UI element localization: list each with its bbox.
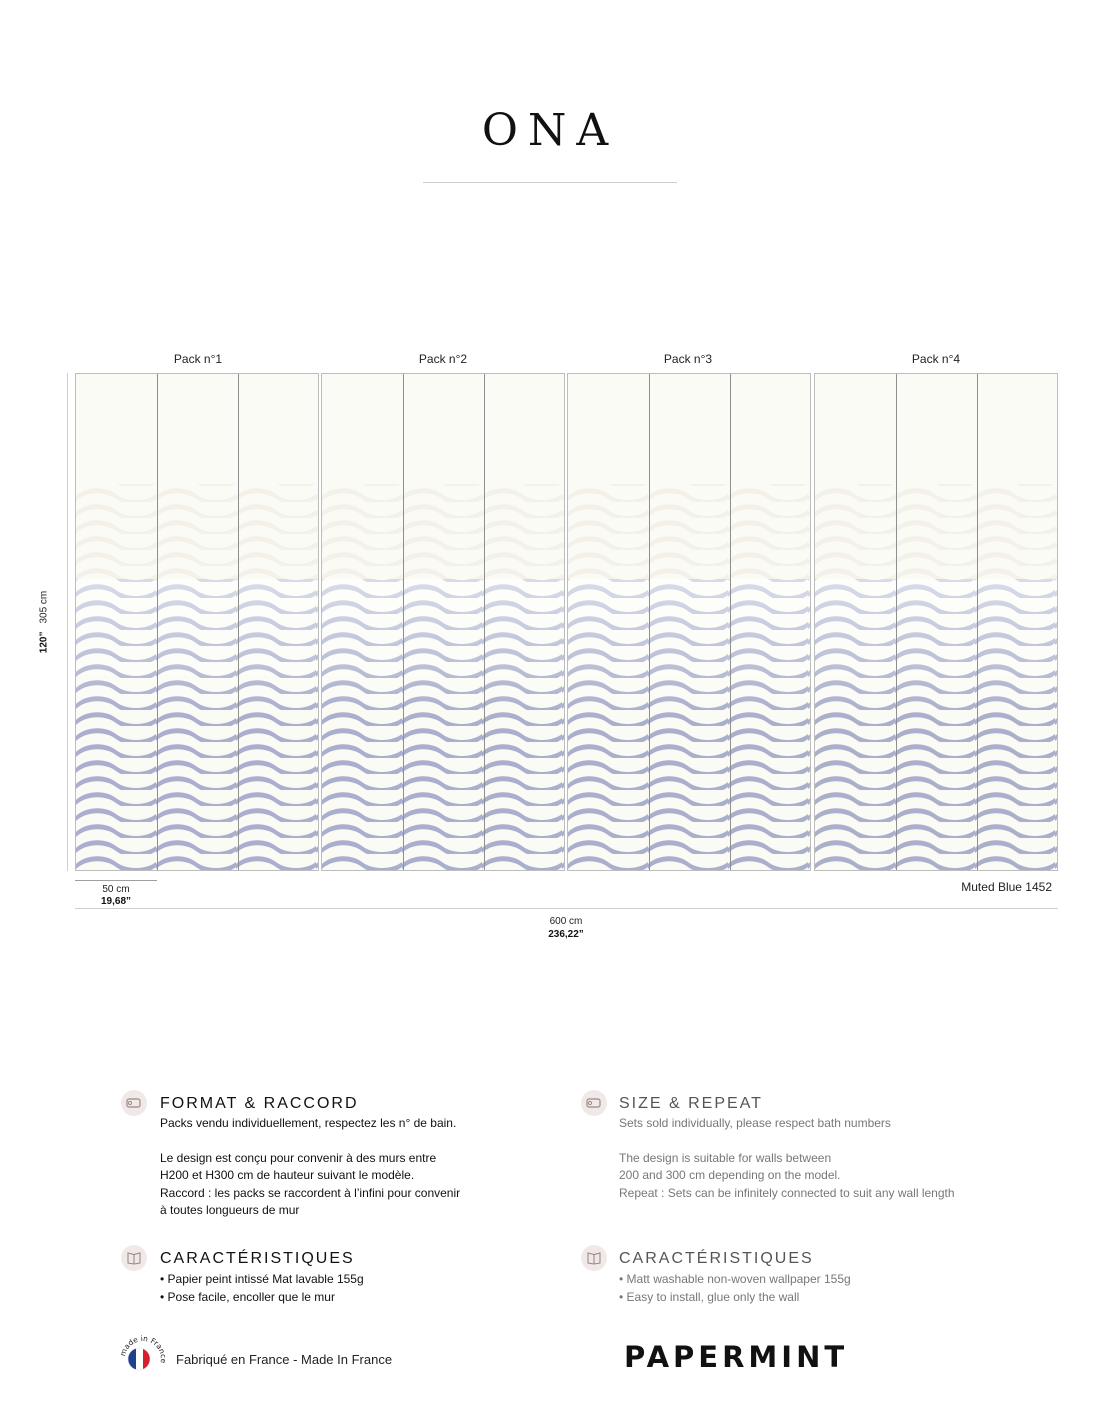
features-title-en: CARACTÉRISTIQUES (619, 1250, 814, 1267)
made-in-france-badge (118, 1334, 168, 1384)
total-width-line (75, 908, 1058, 909)
book-icon (121, 1245, 147, 1271)
wave-pattern (322, 374, 565, 871)
strip-width-inches: 19,68” (100, 896, 132, 907)
strip-width-cm: 50 cm (102, 884, 130, 895)
pack-panel-4 (814, 373, 1058, 871)
total-width-inches: 236,22” (548, 929, 584, 940)
feature-line: • Pose facile, encoller que le mur (160, 1289, 335, 1304)
features-body-fr (160, 1271, 364, 1306)
made-in-france-text: Fabriqué en France - Made In France (176, 1352, 393, 1367)
pack-label-3: Pack n°3 (663, 352, 713, 366)
wave-pattern (568, 374, 811, 871)
strip-divider (403, 374, 404, 870)
format-line: 200 and 300 cm depending on the model. (619, 1168, 841, 1182)
page-title: ONA (481, 105, 619, 156)
feature-line: • Papier peint intissé Mat lavable 155g (160, 1272, 364, 1286)
strip-divider (977, 374, 978, 870)
feature-line: • Easy to install, glue only the wall (619, 1289, 800, 1304)
mural-preview (75, 373, 1058, 871)
strip-divider (238, 374, 239, 870)
badge-text: made in France (118, 1334, 168, 1364)
strip-divider (649, 374, 650, 870)
format-line: Raccord : les packs se raccordent à l’infini pour convenir (160, 1185, 461, 1200)
pack-label-2: Pack n°2 (418, 352, 468, 366)
format-body-fr (160, 1115, 460, 1220)
height-cm: 305 cm (38, 590, 50, 624)
strip-divider (484, 374, 485, 870)
book-icon (581, 1245, 607, 1271)
colorway-label: Muted Blue 1452 (961, 880, 1052, 894)
wallpaper-roll-icon (121, 1090, 147, 1116)
format-title-en: SIZE & REPEAT (619, 1095, 763, 1112)
pack-label-1: Pack n°1 (173, 352, 223, 366)
pack-label-4: Pack n°4 (911, 352, 961, 366)
format-line: Repeat : Sets can be infinitely connected to suit any wall length (619, 1185, 955, 1200)
pack-panel-1 (75, 373, 319, 871)
format-line: Le design est conçu pour convenir à des murs entre (160, 1150, 437, 1165)
features-body-en (619, 1271, 851, 1306)
format-line: Packs vendu individuellement, respectez les n° de bain. (160, 1116, 457, 1130)
wave-pattern (815, 374, 1058, 871)
format-line: Sets sold individually, please respect bath numbers (619, 1116, 891, 1130)
features-title-fr: CARACTÉRISTIQUES (160, 1250, 355, 1267)
wallpaper-roll-icon (581, 1090, 607, 1116)
height-inches: 120” (38, 631, 50, 654)
pack-panel-2 (321, 373, 565, 871)
strip-divider (896, 374, 897, 870)
format-line: H200 et H300 cm de hauteur suivant le modèle. (160, 1168, 415, 1182)
feature-line: • Matt washable non-woven wallpaper 155g (619, 1272, 851, 1286)
total-width-cm: 600 cm (549, 916, 583, 927)
height-dimension-line (67, 373, 68, 871)
strip-width-line (75, 880, 157, 881)
height-dimension (39, 587, 50, 657)
strip-divider (157, 374, 158, 870)
format-title-fr: FORMAT & RACCORD (160, 1095, 359, 1112)
title-divider (423, 182, 677, 183)
format-line: The design is suitable for walls between (619, 1150, 832, 1165)
wave-pattern (76, 374, 319, 871)
brand-logo: PAPERMINT (624, 1340, 849, 1374)
pack-panel-3 (567, 373, 811, 871)
format-body-en (619, 1115, 955, 1202)
format-line: à toutes longueurs de mur (160, 1203, 300, 1217)
strip-divider (730, 374, 731, 870)
